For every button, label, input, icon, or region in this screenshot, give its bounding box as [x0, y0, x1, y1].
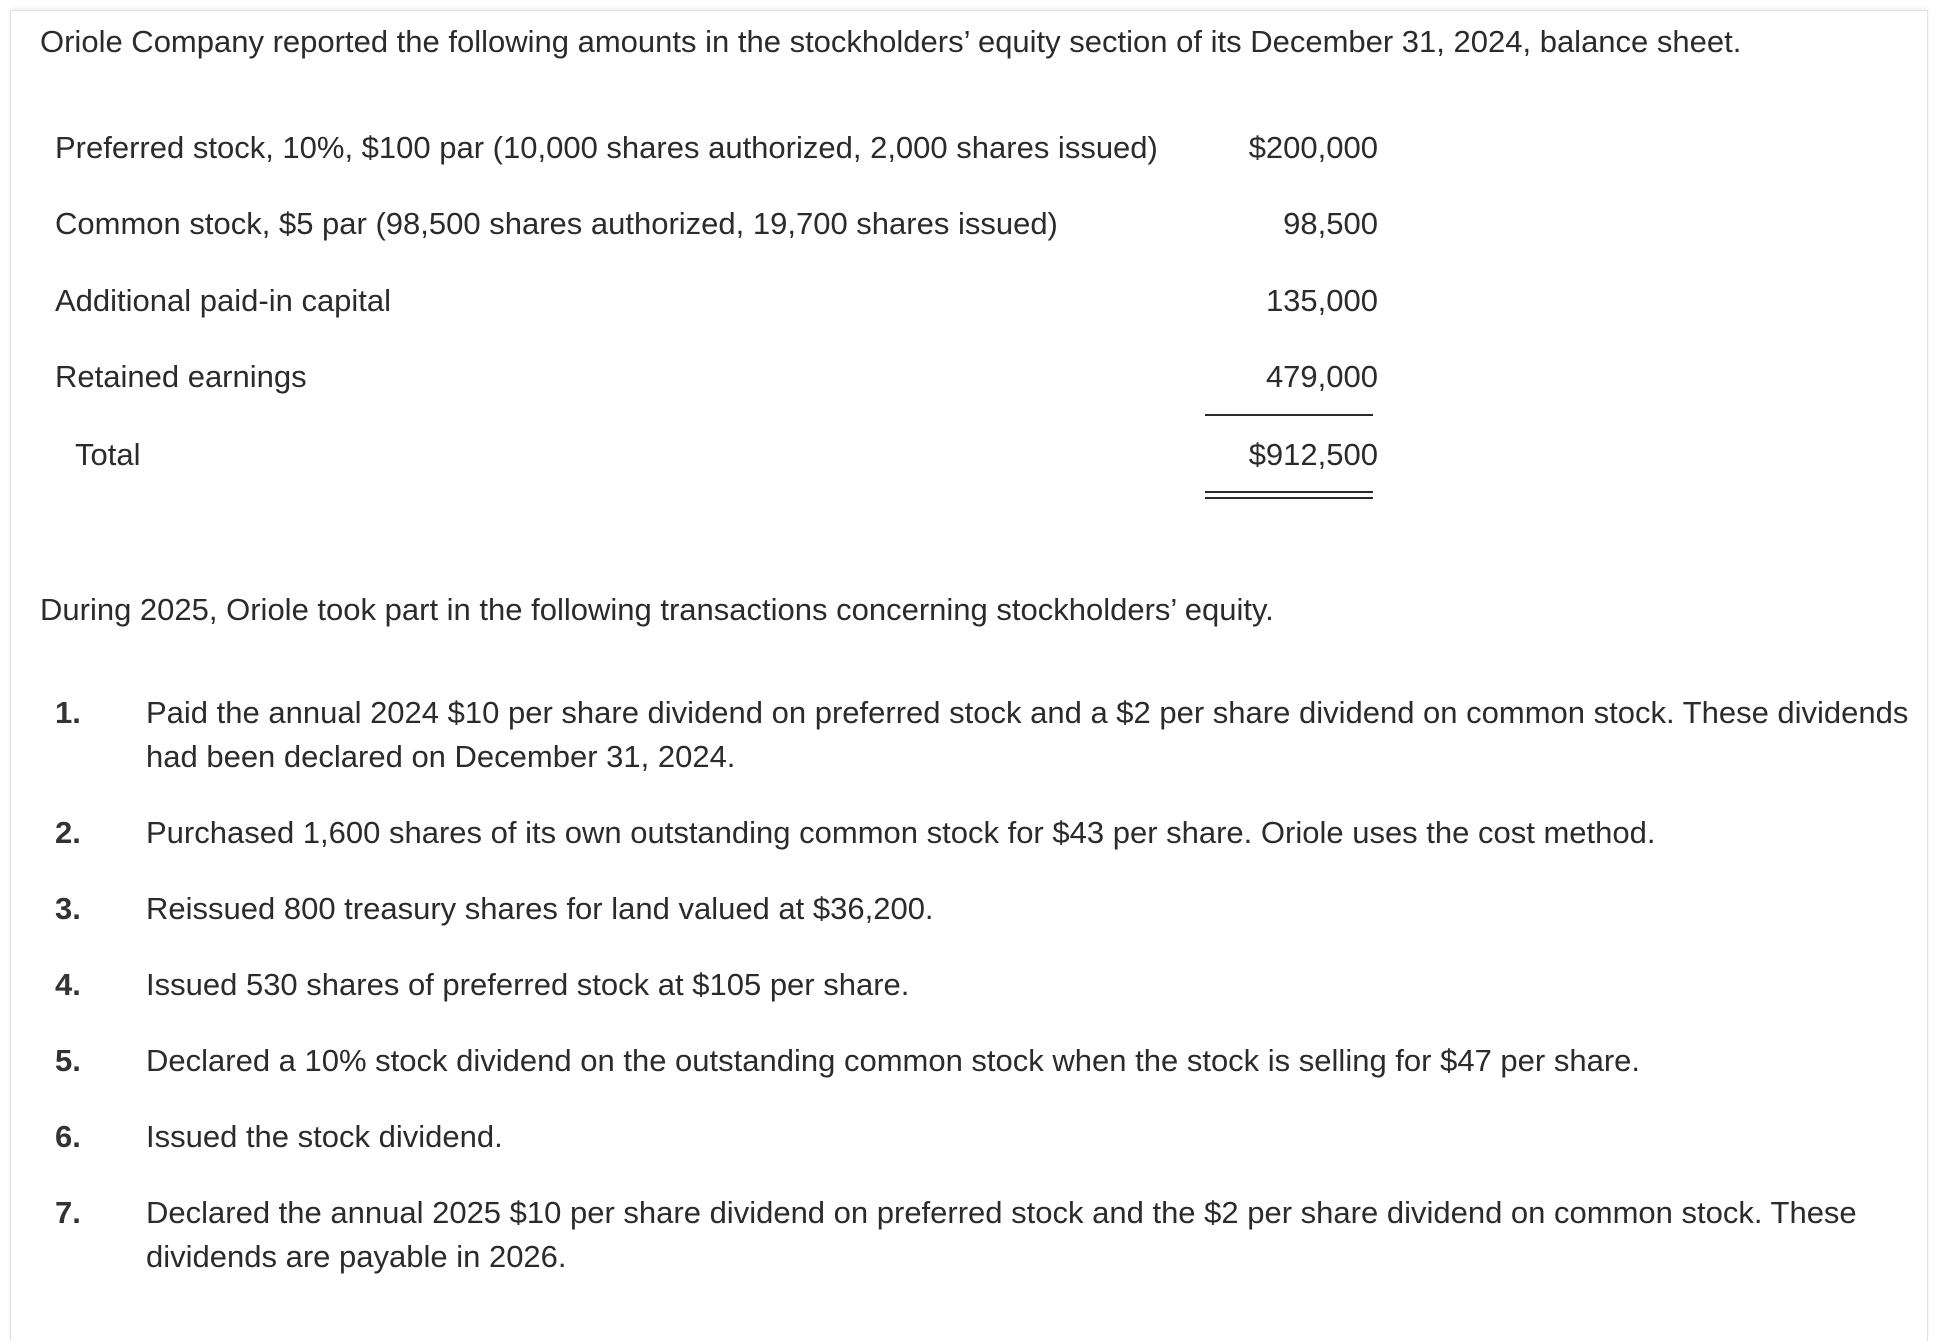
transaction-number: 4.	[55, 967, 81, 1002]
equity-row-additional-paid-in-capital	[55, 281, 1378, 321]
subtotal-rule	[1205, 414, 1373, 416]
equity-row-amount: 135,000	[1265, 283, 1378, 318]
equity-row-amount: $912,500	[1248, 437, 1378, 472]
equity-row-amount: $200,000	[1248, 130, 1378, 165]
equity-row-common-stock	[55, 204, 1378, 244]
equity-row-label: Preferred stock, 10%, $100 par (10,000 shares authorized, 2,000 shares issued)	[55, 130, 1158, 165]
transaction-text: Declared the annual 2025 $10 per share dividend on preferred stock and the $2 per share dividend on common stock. These dividends are payable in 2026.	[146, 1195, 1857, 1274]
transaction-text: Issued 530 shares of preferred stock at $105 per share.	[146, 967, 910, 1002]
equity-row-amount: 479,000	[1265, 359, 1378, 394]
equity-row-preferred-stock	[55, 128, 1378, 168]
equity-row-label: Retained earnings	[55, 359, 307, 394]
total-double-rule	[1205, 491, 1373, 499]
transaction-number: 7.	[55, 1195, 81, 1230]
equity-row-label: Additional paid-in capital	[55, 283, 392, 318]
transaction-number: 3.	[55, 891, 81, 926]
intro-text: Oriole Company reported the following amounts in the stockholders’ equity section of its December 31, 2024, balance sheet.	[40, 24, 1742, 59]
transaction-number: 1.	[55, 695, 81, 730]
equity-row-total	[55, 435, 1378, 475]
transaction-number: 5.	[55, 1043, 81, 1078]
transaction-text: Reissued 800 treasury shares for land valued at $36,200.	[146, 891, 934, 926]
transaction-number: 6.	[55, 1119, 81, 1154]
equity-row-label: Total	[75, 437, 141, 472]
transaction-number: 2.	[55, 815, 81, 850]
equity-row-retained-earnings	[55, 357, 1378, 397]
transactions-intro-text: During 2025, Oriole took part in the following transactions concerning stockholders’ equity.	[40, 592, 1274, 627]
transaction-text: Declared a 10% stock dividend on the outstanding common stock when the stock is selling for $47 per share.	[146, 1043, 1640, 1078]
equity-row-label: Common stock, $5 par (98,500 shares authorized, 19,700 shares issued)	[55, 206, 1058, 241]
transaction-text: Issued the stock dividend.	[146, 1119, 503, 1154]
equity-row-amount: 98,500	[1283, 206, 1378, 241]
transaction-text: Purchased 1,600 shares of its own outstanding common stock for $43 per share. Oriole uses the cost method.	[146, 815, 1656, 850]
transaction-text: Paid the annual 2024 $10 per share dividend on preferred stock and a $2 per share dividend on common stock. These dividends had been declared on December 31, 2024.	[146, 695, 1909, 774]
